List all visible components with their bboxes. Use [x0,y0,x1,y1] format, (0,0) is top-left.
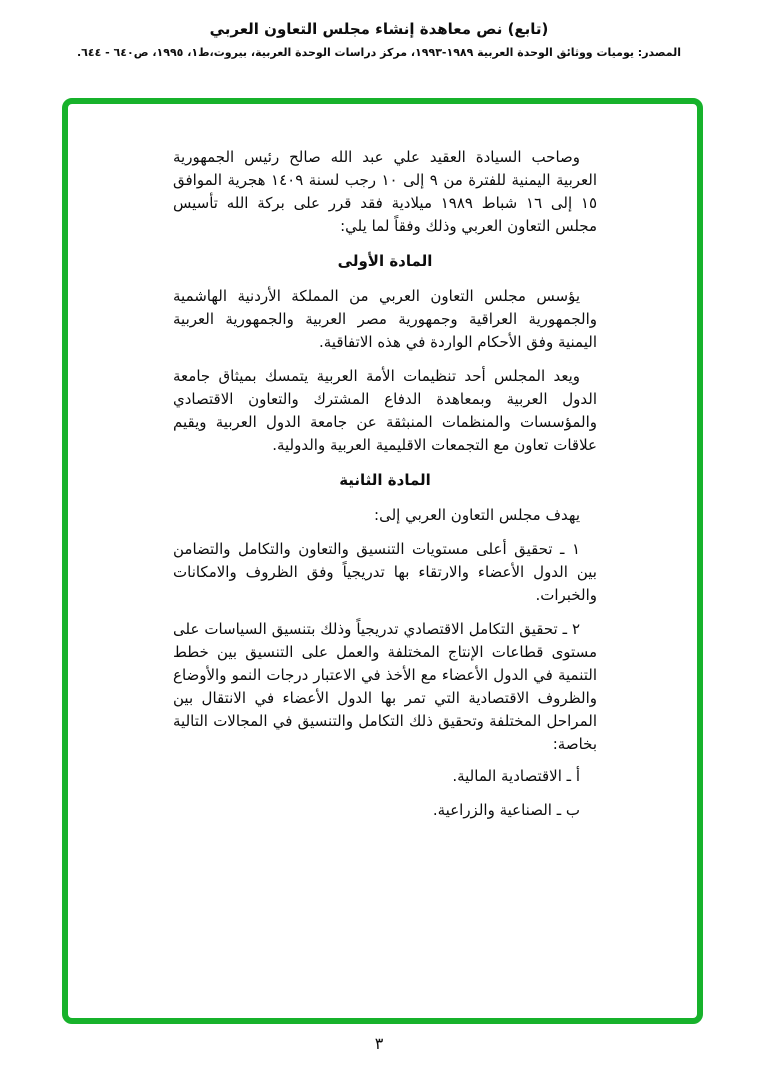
article-2-heading: المادة الثانية [339,471,431,489]
document-title: (تابع) نص معاهدة إنشاء مجلس التعاون العربي [209,20,549,38]
article-2-item-2: ٢ ـ تحقيق التكامل الاقتصادي تدريجياً وذلك بتنسيق السياسات على مستوى قطاعات الإنتاج المختلفة والعمل على التنسيق بين خطط التنمية في الدول الأعضاء مع الأخذ في الاعتبار درجات النمو والأوضاع والظروف الاقتصادية التي تمر بها الدول الأعضاء في الانتقال بين المراحل المختلفة وتحقيق ذلك التكامل والتنسيق في المجالات التالية بخاصة: [173,620,597,753]
article-1-heading: المادة الأولى [337,252,433,270]
document-body [68,104,697,1018]
intro-paragraph: وصاحب السيادة العقيد علي عبد الله صالح رئيس الجمهورية العربية اليمنية للفترة من ٩ إلى ١٠ رجب لسنة ١٤٠٩ هجرية الموافق ١٥ إلى ١٦ شباط ١٩٨٩ ميلادية فقد قرر على بركة الله تأسيس مجلس التعاون العربي وذلك وفقاً لما يلي: [173,148,598,235]
article-1-paragraph-1: يؤسس مجلس التعاون العربي من المملكة الأردنية الهاشمية والجمهورية العراقية وجمهورية مصر العربية والجمهورية العربية اليمنية وفق الأحكام الواردة في هذه الاتفاقية. [173,287,597,351]
article-2-sub-item-a: أ ـ الاقتصادية المالية. [452,767,580,785]
article-2-sub-item-b: ب ـ الصناعية والزراعية. [432,801,580,819]
article-2-item-1: ١ ـ تحقيق أعلى مستويات التنسيق والتعاون والتكامل والتضامن بين الدول الأعضاء والارتقاء بها تدريجياً وفق الظروف والامكانات والخبرات. [173,540,597,604]
article-1-paragraph-2: ويعد المجلس أحد تنظيمات الأمة العربية يتمسك بميثاق جامعة الدول العربية وبمعاهدة الدفاع المشترك والتعاون الاقتصادي والمؤسسات والمنظمات المنبثقة عن جامعة الدول العربية ويقيم علاقات تعاون مع التجمعات الاقليمية العربية والدولية. [173,367,597,454]
article-2-lead: يهدف مجلس التعاون العربي إلى: [374,506,580,524]
source-citation: المصدر: يوميات ووثائق الوحدة العربية ١٩٨٩-١٩٩٣، مركز دراسات الوحدة العربية، بيروت،ط١، ١٩٩٥، ص٦٤٠ - ٦٤٤. [76,46,682,59]
page-number: ٣ [374,1034,384,1053]
document-frame [62,98,703,1024]
page-header [0,20,758,59]
